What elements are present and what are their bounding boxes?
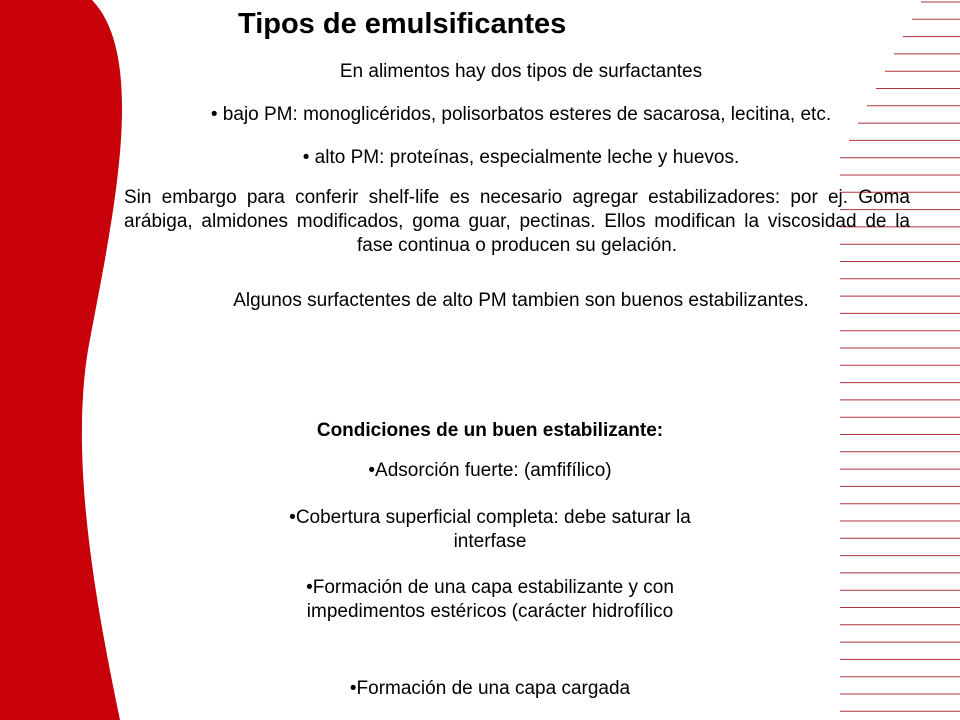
condition-item: •Adsorción fuerte: (amfifílico) xyxy=(368,460,612,481)
high-pm-note: Algunos surfactentes de alto PM tambien son buenos estabilizantes. xyxy=(233,290,809,311)
conditions-heading: Condiciones de un buen estabilizante: xyxy=(316,420,664,441)
bullet-high-pm: • alto PM: proteínas, especialmente leche y huevos. xyxy=(302,147,740,168)
bullet-low-pm: • bajo PM: monoglicéridos, polisorbatos esteres de sacarosa, lecitina, etc. xyxy=(210,104,832,125)
condition-item: •Cobertura superficial completa: debe saturar la interfase xyxy=(289,507,691,552)
condition-item: •Formación de una capa cargada xyxy=(349,678,631,699)
stabilizers-paragraph: Sin embargo para conferir shelf-life es necesario agregar estabilizadores: por ej. Goma arábiga, almidones modificados, goma guar, pectinas. Ellos modifican la viscosidad de la fase continua o producen su gelación. xyxy=(124,187,910,256)
slide-title: Tipos de emulsificantes xyxy=(238,8,567,40)
intro-text: En alimentos hay dos tipos de surfactantes xyxy=(339,61,703,82)
condition-item: •Formación de una capa estabilizante y con impedimentos estéricos (carácter hidrofílico xyxy=(306,577,674,622)
red-curved-band xyxy=(0,0,122,720)
